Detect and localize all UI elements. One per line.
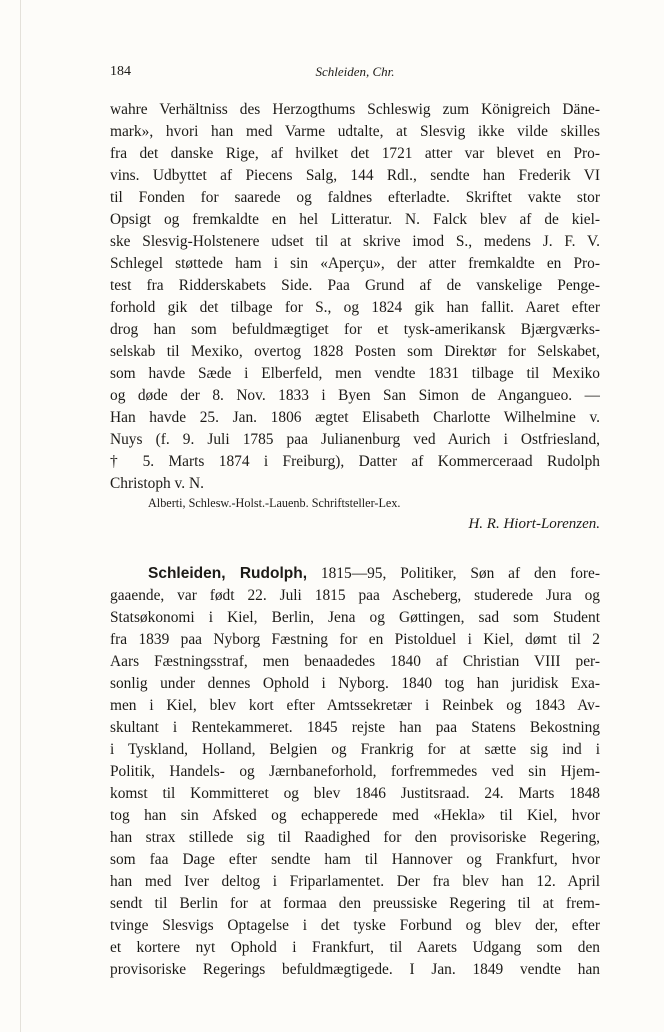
text-line: som faa Dage efter sendte ham til Hannover og Frankfurt, hvor: [110, 851, 600, 868]
text-line: Aars Fæstningsstraf, men benaadedes 1840 af Christian VIII per-: [110, 653, 600, 670]
author-signature: H. R. Hiort-Lorenzen.: [468, 516, 600, 532]
text-line: skultant i Rentekammeret. 1845 rejste han paa Statens Bekostning: [110, 719, 600, 736]
text-line: drog han som befuldmægtiget for et tysk-amerikansk Bjærgværks-: [110, 321, 600, 338]
text-line: provisoriske Regerings befuldmægtigede. I Jan. 1849 vendte han: [110, 961, 600, 978]
text-line: komst til Kommitteret og blev 1846 Justitsraad. 24. Marts 1848: [110, 785, 600, 802]
text-line: som havde Sæde i Elberfeld, men vendte 1831 tilbage til Mexiko: [110, 365, 600, 382]
source-reference: Alberti, Schlesw.-Holst.-Lauenb. Schriftsteller-Lex.: [148, 496, 401, 510]
text-line: Opsigt og fremkaldte en hel Litteratur. N. Falck blev af de kiel-: [110, 211, 600, 228]
text-line: et kortere nyt Ophold i Frankfurt, til Aarets Udgang som den: [110, 939, 600, 956]
text-line: Han havde 25. Jan. 1806 ægtet Elisabeth Charlotte Wilhelmine v.: [110, 409, 600, 426]
text-line: test fra Ridderskabets Side. Paa Grund af de vanskelige Penge-: [110, 277, 600, 294]
text-line: han med Iver deltog i Friparlamentet. Der fra blev han 12. April: [110, 873, 600, 890]
text-line: til Fonden for saarede og faldnes efterladte. Skriftet vakte stor: [110, 189, 600, 206]
entry-first-line: [148, 563, 600, 585]
text-line: wahre Verhältniss des Herzogthums Schleswig zum Königreich Däne-: [110, 101, 600, 118]
scan-edge: [20, 0, 21, 1032]
text-line: tvinge Slesvigs Optagelse i det tyske Forbund og blev der, efter: [110, 917, 600, 934]
entry-first-line-text: 1815—95, Politiker, Søn af den fore-: [320, 565, 600, 582]
text-line: forhold gik det tilbage for S., og 1824 gik han fallit. Aaret efter: [110, 299, 600, 316]
text-line: ske Slesvig-Holstenere udset til at skrive imod S., medens J. F. V.: [110, 233, 600, 250]
text-line: vins. Udbyttet af Piecens Salg, 144 Rdl., sendte han Frederik VI: [110, 167, 600, 184]
entry-headword: Schleiden, Rudolph,: [148, 565, 308, 582]
text-line: fra 1839 paa Nyborg Fæstning for en Pistolduel i Kiel, dømt til 2: [110, 631, 600, 648]
running-head: Schleiden, Chr.: [315, 64, 395, 79]
text-line: sonlig under dennes Ophold i Nyborg. 1840 tog han juridisk Exa-: [110, 675, 600, 692]
text-line: † 5. Marts 1874 i Freiburg), Datter af Kommerceraad Rudolph: [110, 453, 600, 470]
text-line: Nuys (f. 9. Juli 1785 paa Julianenburg ved Aurich i Ostfriesland,: [110, 431, 600, 448]
page-number: 184: [110, 64, 131, 79]
text-line: fra det danske Rige, af hvilket det 1721 atter var blevet en Pro-: [110, 145, 600, 162]
page-header: [110, 64, 600, 84]
text-line: mark», hvori han med Varme udtalte, at Slesvig ikke vilde skilles: [110, 123, 600, 140]
text-line: men i Kiel, blev kort efter Amtssekretær i Reinbek og 1843 Av-: [110, 697, 600, 714]
text-line: og døde der 8. Nov. 1833 i Byen San Simon de Angangueo. —: [110, 387, 600, 404]
text-line: sendt til Berlin for at formaa den preussiske Regering til at frem-: [110, 895, 600, 912]
text-line: i Tyskland, Holland, Belgien og Frankrig for at sætte sig ind i: [110, 741, 600, 758]
text-line: Schlegel støttede ham i sin «Aperçu», der atter fremkaldte en Pro-: [110, 255, 600, 272]
text-line: Christoph v. N.: [110, 475, 204, 492]
text-line: han strax stillede sig til Raadighed for den provisoriske Regering,: [110, 829, 600, 846]
text-line: Politik, Handels- og Jærnbaneforhold, forfremmedes ved sin Hjem-: [110, 763, 600, 780]
text-line: tog han sin Afsked og echapperede med «Hekla» til Kiel, hvor: [110, 807, 600, 824]
text-line: gaaende, var født 22. Juli 1815 paa Ascheberg, studerede Jura og: [110, 587, 600, 604]
text-line: selskab til Mexiko, overtog 1828 Posten som Direktør for Selskabet,: [110, 343, 600, 360]
text-line: Statsøkonomi i Kiel, Berlin, Jena og Gøttingen, sad som Student: [110, 609, 600, 626]
